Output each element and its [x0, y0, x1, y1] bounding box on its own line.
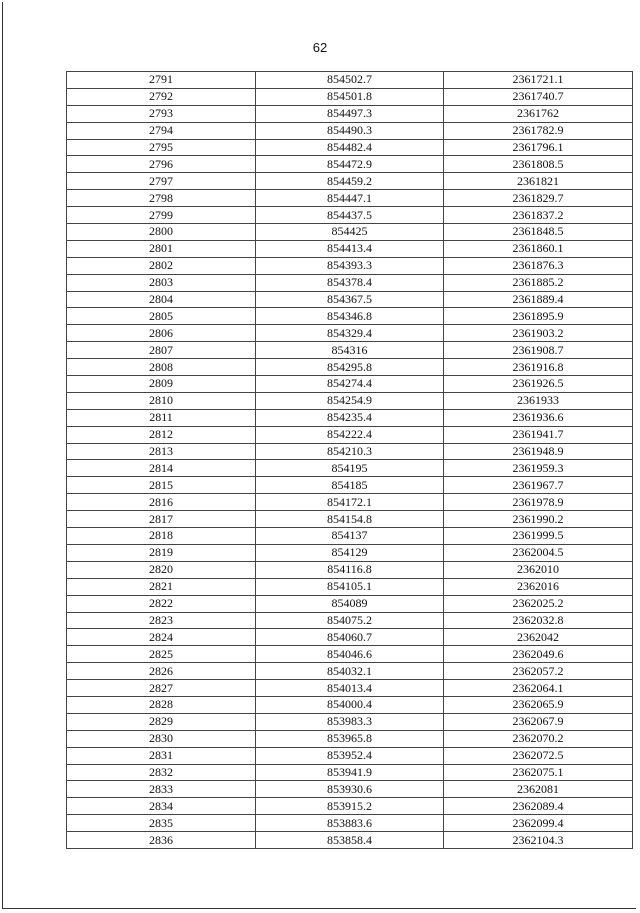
table-row [67, 105, 633, 122]
point-number-cell: 2814 [67, 460, 256, 477]
point-number-cell: 2819 [67, 544, 256, 561]
point-number-cell: 2824 [67, 629, 256, 646]
x-coordinate-cell: 854502.7 [256, 72, 444, 89]
table-row [67, 730, 633, 747]
coordinate-table [66, 71, 633, 849]
x-coordinate-cell: 854116.8 [256, 561, 444, 578]
table-row [67, 815, 633, 832]
x-coordinate-cell: 854105.1 [256, 578, 444, 595]
y-coordinate-cell: 2361895.9 [444, 308, 633, 325]
table-row [67, 663, 633, 680]
y-coordinate-cell: 2361721.1 [444, 72, 633, 89]
table-row [67, 494, 633, 511]
point-number-cell: 2813 [67, 443, 256, 460]
y-coordinate-cell: 2362032.8 [444, 612, 633, 629]
x-coordinate-cell: 854501.8 [256, 88, 444, 105]
point-number-cell: 2806 [67, 325, 256, 342]
y-coordinate-cell: 2361916.8 [444, 359, 633, 376]
y-coordinate-cell: 2362070.2 [444, 730, 633, 747]
x-coordinate-cell: 854137 [256, 528, 444, 545]
y-coordinate-cell: 2362016 [444, 578, 633, 595]
point-number-cell: 2791 [67, 72, 256, 89]
x-coordinate-cell: 854210.3 [256, 443, 444, 460]
x-coordinate-cell: 853941.9 [256, 764, 444, 781]
x-coordinate-cell: 854316 [256, 342, 444, 359]
table-row [67, 207, 633, 224]
y-coordinate-cell: 2362042 [444, 629, 633, 646]
x-coordinate-cell: 854046.6 [256, 646, 444, 663]
x-coordinate-cell: 854195 [256, 460, 444, 477]
y-coordinate-cell: 2361967.7 [444, 477, 633, 494]
table-row [67, 359, 633, 376]
table-row [67, 832, 633, 849]
point-number-cell: 2800 [67, 224, 256, 241]
y-coordinate-cell: 2361848.5 [444, 224, 633, 241]
point-number-cell: 2831 [67, 747, 256, 764]
table-row [67, 443, 633, 460]
y-coordinate-cell: 2361808.5 [444, 156, 633, 173]
table-row [67, 409, 633, 426]
point-number-cell: 2823 [67, 612, 256, 629]
x-coordinate-cell: 854075.2 [256, 612, 444, 629]
x-coordinate-cell: 853883.6 [256, 815, 444, 832]
x-coordinate-cell: 853983.3 [256, 713, 444, 730]
table-row [67, 190, 633, 207]
table-row [67, 528, 633, 545]
point-number-cell: 2818 [67, 528, 256, 545]
point-number-cell: 2804 [67, 291, 256, 308]
x-coordinate-cell: 854274.4 [256, 376, 444, 393]
point-number-cell: 2799 [67, 207, 256, 224]
table-row [67, 646, 633, 663]
y-coordinate-cell: 2361936.6 [444, 409, 633, 426]
y-coordinate-cell: 2362072.5 [444, 747, 633, 764]
y-coordinate-cell: 2362104.3 [444, 832, 633, 849]
y-coordinate-cell: 2361837.2 [444, 207, 633, 224]
y-coordinate-cell: 2362010 [444, 561, 633, 578]
y-coordinate-cell: 2361903.2 [444, 325, 633, 342]
table-row [67, 747, 633, 764]
y-coordinate-cell: 2361796.1 [444, 139, 633, 156]
coordinate-table-body [67, 72, 633, 849]
point-number-cell: 2809 [67, 376, 256, 393]
table-row [67, 595, 633, 612]
x-coordinate-cell: 854329.4 [256, 325, 444, 342]
x-coordinate-cell: 854060.7 [256, 629, 444, 646]
point-number-cell: 2812 [67, 426, 256, 443]
point-number-cell: 2793 [67, 105, 256, 122]
x-coordinate-cell: 854459.2 [256, 173, 444, 190]
y-coordinate-cell: 2362075.1 [444, 764, 633, 781]
point-number-cell: 2834 [67, 798, 256, 815]
y-coordinate-cell: 2361933 [444, 392, 633, 409]
point-number-cell: 2815 [67, 477, 256, 494]
y-coordinate-cell: 2361978.9 [444, 494, 633, 511]
y-coordinate-cell: 2361908.7 [444, 342, 633, 359]
point-number-cell: 2792 [67, 88, 256, 105]
x-coordinate-cell: 854425 [256, 224, 444, 241]
y-coordinate-cell: 2361740.7 [444, 88, 633, 105]
point-number-cell: 2817 [67, 511, 256, 528]
x-coordinate-cell: 854490.3 [256, 122, 444, 139]
x-coordinate-cell: 853930.6 [256, 781, 444, 798]
table-row [67, 612, 633, 629]
table-row [67, 696, 633, 713]
y-coordinate-cell: 2361821 [444, 173, 633, 190]
x-coordinate-cell: 854222.4 [256, 426, 444, 443]
point-number-cell: 2829 [67, 713, 256, 730]
x-coordinate-cell: 854367.5 [256, 291, 444, 308]
x-coordinate-cell: 854472.9 [256, 156, 444, 173]
table-row [67, 798, 633, 815]
table-row [67, 139, 633, 156]
y-coordinate-cell: 2361860.1 [444, 240, 633, 257]
point-number-cell: 2816 [67, 494, 256, 511]
table-row [67, 122, 633, 139]
point-number-cell: 2821 [67, 578, 256, 595]
point-number-cell: 2802 [67, 257, 256, 274]
x-coordinate-cell: 854295.8 [256, 359, 444, 376]
table-row [67, 291, 633, 308]
point-number-cell: 2835 [67, 815, 256, 832]
x-coordinate-cell: 854413.4 [256, 240, 444, 257]
table-row [67, 88, 633, 105]
x-coordinate-cell: 854378.4 [256, 274, 444, 291]
point-number-cell: 2798 [67, 190, 256, 207]
table-row [67, 224, 633, 241]
table-row [67, 460, 633, 477]
table-row [67, 325, 633, 342]
x-coordinate-cell: 854032.1 [256, 663, 444, 680]
x-coordinate-cell: 854254.9 [256, 392, 444, 409]
x-coordinate-cell: 853965.8 [256, 730, 444, 747]
x-coordinate-cell: 854482.4 [256, 139, 444, 156]
x-coordinate-cell: 854172.1 [256, 494, 444, 511]
x-coordinate-cell: 854447.1 [256, 190, 444, 207]
point-number-cell: 2797 [67, 173, 256, 190]
table-row [67, 257, 633, 274]
x-coordinate-cell: 854437.5 [256, 207, 444, 224]
point-number-cell: 2796 [67, 156, 256, 173]
y-coordinate-cell: 2362065.9 [444, 696, 633, 713]
table-row [67, 392, 633, 409]
y-coordinate-cell: 2361885.2 [444, 274, 633, 291]
x-coordinate-cell: 854000.4 [256, 696, 444, 713]
point-number-cell: 2826 [67, 663, 256, 680]
point-number-cell: 2828 [67, 696, 256, 713]
y-coordinate-cell: 2361948.9 [444, 443, 633, 460]
y-coordinate-cell: 2361941.7 [444, 426, 633, 443]
x-coordinate-cell: 854393.3 [256, 257, 444, 274]
point-number-cell: 2805 [67, 308, 256, 325]
table-row [67, 713, 633, 730]
y-coordinate-cell: 2362025.2 [444, 595, 633, 612]
table-row [67, 342, 633, 359]
table-row [67, 308, 633, 325]
table-row [67, 426, 633, 443]
y-coordinate-cell: 2362049.6 [444, 646, 633, 663]
point-number-cell: 2801 [67, 240, 256, 257]
y-coordinate-cell: 2361876.3 [444, 257, 633, 274]
y-coordinate-cell: 2362004.5 [444, 544, 633, 561]
table-row [67, 511, 633, 528]
x-coordinate-cell: 854013.4 [256, 680, 444, 697]
table-row [67, 544, 633, 561]
point-number-cell: 2825 [67, 646, 256, 663]
y-coordinate-cell: 2361959.3 [444, 460, 633, 477]
y-coordinate-cell: 2361926.5 [444, 376, 633, 393]
x-coordinate-cell: 853952.4 [256, 747, 444, 764]
y-coordinate-cell: 2361829.7 [444, 190, 633, 207]
table-row [67, 578, 633, 595]
table-row [67, 72, 633, 89]
point-number-cell: 2833 [67, 781, 256, 798]
table-row [67, 561, 633, 578]
table-row [67, 173, 633, 190]
y-coordinate-cell: 2362099.4 [444, 815, 633, 832]
x-coordinate-cell: 853858.4 [256, 832, 444, 849]
x-coordinate-cell: 854497.3 [256, 105, 444, 122]
y-coordinate-cell: 2362057.2 [444, 663, 633, 680]
table-row [67, 680, 633, 697]
point-number-cell: 2827 [67, 680, 256, 697]
x-coordinate-cell: 854154.8 [256, 511, 444, 528]
point-number-cell: 2794 [67, 122, 256, 139]
y-coordinate-cell: 2361999.5 [444, 528, 633, 545]
table-row [67, 240, 633, 257]
x-coordinate-cell: 854235.4 [256, 409, 444, 426]
point-number-cell: 2822 [67, 595, 256, 612]
y-coordinate-cell: 2362067.9 [444, 713, 633, 730]
table-row [67, 477, 633, 494]
x-coordinate-cell: 854089 [256, 595, 444, 612]
x-coordinate-cell: 854346.8 [256, 308, 444, 325]
point-number-cell: 2810 [67, 392, 256, 409]
y-coordinate-cell: 2361990.2 [444, 511, 633, 528]
point-number-cell: 2830 [67, 730, 256, 747]
table-row [67, 629, 633, 646]
x-coordinate-cell: 854185 [256, 477, 444, 494]
point-number-cell: 2808 [67, 359, 256, 376]
x-coordinate-cell: 853915.2 [256, 798, 444, 815]
point-number-cell: 2803 [67, 274, 256, 291]
y-coordinate-cell: 2362064.1 [444, 680, 633, 697]
y-coordinate-cell: 2362089.4 [444, 798, 633, 815]
y-coordinate-cell: 2361762 [444, 105, 633, 122]
x-coordinate-cell: 854129 [256, 544, 444, 561]
y-coordinate-cell: 2362081 [444, 781, 633, 798]
point-number-cell: 2820 [67, 561, 256, 578]
table-row [67, 274, 633, 291]
point-number-cell: 2795 [67, 139, 256, 156]
page-number: 62 [312, 40, 328, 55]
y-coordinate-cell: 2361782.9 [444, 122, 633, 139]
table-row [67, 376, 633, 393]
y-coordinate-cell: 2361889.4 [444, 291, 633, 308]
point-number-cell: 2811 [67, 409, 256, 426]
point-number-cell: 2832 [67, 764, 256, 781]
point-number-cell: 2807 [67, 342, 256, 359]
table-row [67, 156, 633, 173]
table-row [67, 781, 633, 798]
point-number-cell: 2836 [67, 832, 256, 849]
table-row [67, 764, 633, 781]
